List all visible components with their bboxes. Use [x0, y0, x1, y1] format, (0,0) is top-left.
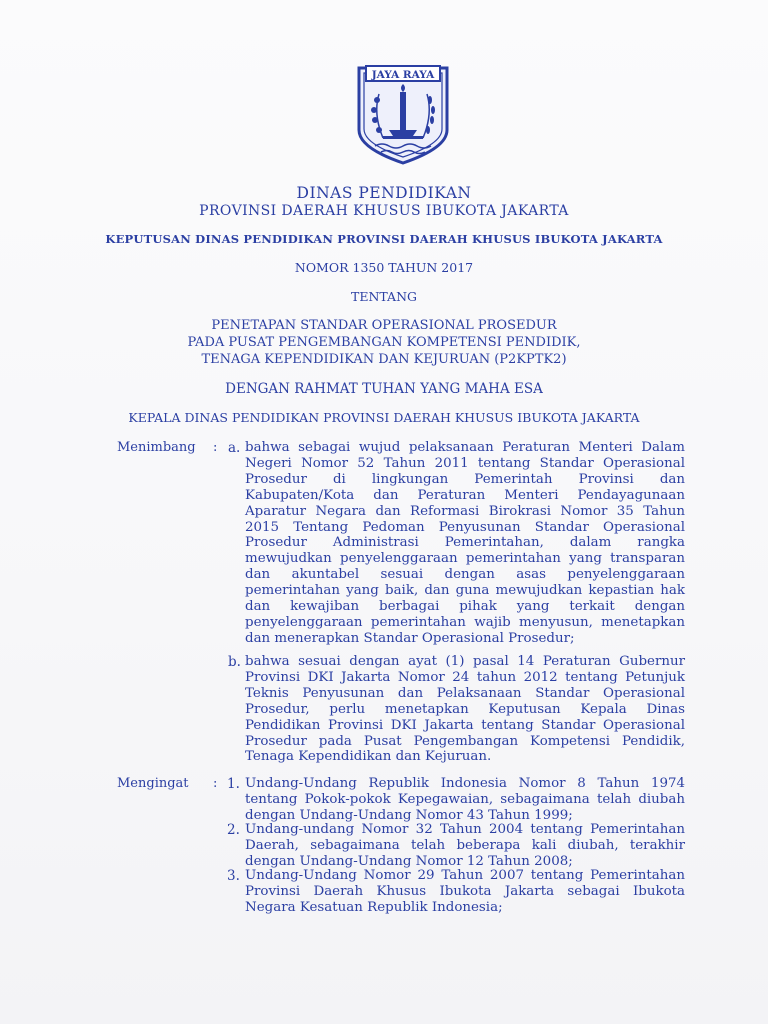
mengingat-1-text: Undang-Undang Republik Indonesia Nomor 8 Tahun 1974 tentang Pokok-pokok Kepegawaian, sebagaimana telah diubah dengan Undang-Undang Nomor 43 Tahun 1999; — [245, 776, 685, 823]
menimbang-a-text: bahwa sebagai wujud pelaksanaan Peraturan Menteri Dalam Negeri Nomor 52 Tahun 2011 tentang Standar Operasional Prosedur di lingkungan Pemerintah Provinsi dan Kabupaten/Kota dan Peraturan Menteri Pendayagunaan Aparatur Negara dan Reformasi Birokrasi Nomor 35 Tahun 2015 Tentang Pedoman Penyusunan Standar Operasional Prosedur Administrasi Pemerintahan, dalam rangka mewujudkan penyelenggaraan pemerintahan yang transparan dan akuntabel sesuai dengan asas penyelenggaraan pemerintahan yang baik, dan guna mewujudkan kepastian hak dan kewajiban berbagai pihak yang terkait dengan penyelenggaraan pemerintahan wajib menyusun, menetapkan dan menerapkan Standar Operasional Prosedur; — [245, 440, 685, 646]
menimbang-colon: : — [213, 440, 218, 455]
menimbang-label: Menimbang — [117, 440, 196, 455]
mengingat-1-marker: 1. — [227, 776, 240, 792]
agency-name: DINAS PENDIDIKAN — [296, 184, 472, 202]
decree-heading: KEPUTUSAN DINAS PENDIDIKAN PROVINSI DAERAH KHUSUS IBUKOTA JAKARTA — [105, 232, 663, 246]
menimbang-a-marker: a. — [228, 440, 241, 456]
mengingat-2-text: Undang-undang Nomor 32 Tahun 2004 tentang Pemerintahan Daerah, sebagaimana telah beberapa kali diubah, terakhir dengan Undang-Undang Nomor 12 Tahun 2008; — [245, 822, 685, 869]
mengingat-3-text: Undang-Undang Nomor 29 Tahun 2007 tentang Pemerintahan Provinsi Daerah Khusus Ibukota Jakarta sebagai Ibukota Negara Kesatuan Republik Indonesia; — [245, 868, 685, 915]
mengingat-3-marker: 3. — [227, 868, 240, 884]
tentang-heading: TENTANG — [350, 289, 417, 304]
mengingat-2-marker: 2. — [227, 822, 240, 838]
menimbang-b-text: bahwa sesuai dengan ayat (1) pasal 14 Peraturan Gubernur Provinsi DKI Jakarta Nomor 24 tahun 2012 tentang Petunjuk Teknis Penyusunan dan Pelaksanaan Standar Operasional Prosedur, perlu menetapkan Keputusan Kepala Dinas Pendidikan Provinsi DKI Jakarta tentang Standar Operasional Prosedur pada Pusat Pengembangan Kompetensi Pendidik, Tenaga Kependidikan dan Kejuruan. — [245, 654, 685, 765]
issuer-title: KEPALA DINAS PENDIDIKAN PROVINSI DAERAH KHUSUS IBUKOTA JAKARTA — [128, 410, 640, 425]
mengingat-label: Mengingat — [117, 776, 189, 791]
mengingat-colon: : — [213, 776, 218, 791]
emblem-motto: JAYA RAYA — [371, 69, 435, 81]
menimbang-b-marker: b. — [228, 654, 241, 670]
province-name: PROVINSI DAERAH KHUSUS IBUKOTA JAKARTA — [199, 203, 569, 219]
decree-number: NOMOR 1350 TAHUN 2017 — [294, 260, 474, 275]
decree-title-line-2: PADA PUSAT PENGEMBANGAN KOMPETENSI PENDIDIK, — [187, 335, 581, 350]
decree-title-line-1: PENETAPAN STANDAR OPERASIONAL PROSEDUR — [211, 318, 557, 333]
invocation: DENGAN RAHMAT TUHAN YANG MAHA ESA — [225, 381, 543, 397]
decree-title-line-3: TENAGA KEPENDIDIKAN DAN KEJURUAN (P2KPTK2) — [201, 352, 567, 367]
jaya-raya-emblem — [353, 64, 453, 166]
